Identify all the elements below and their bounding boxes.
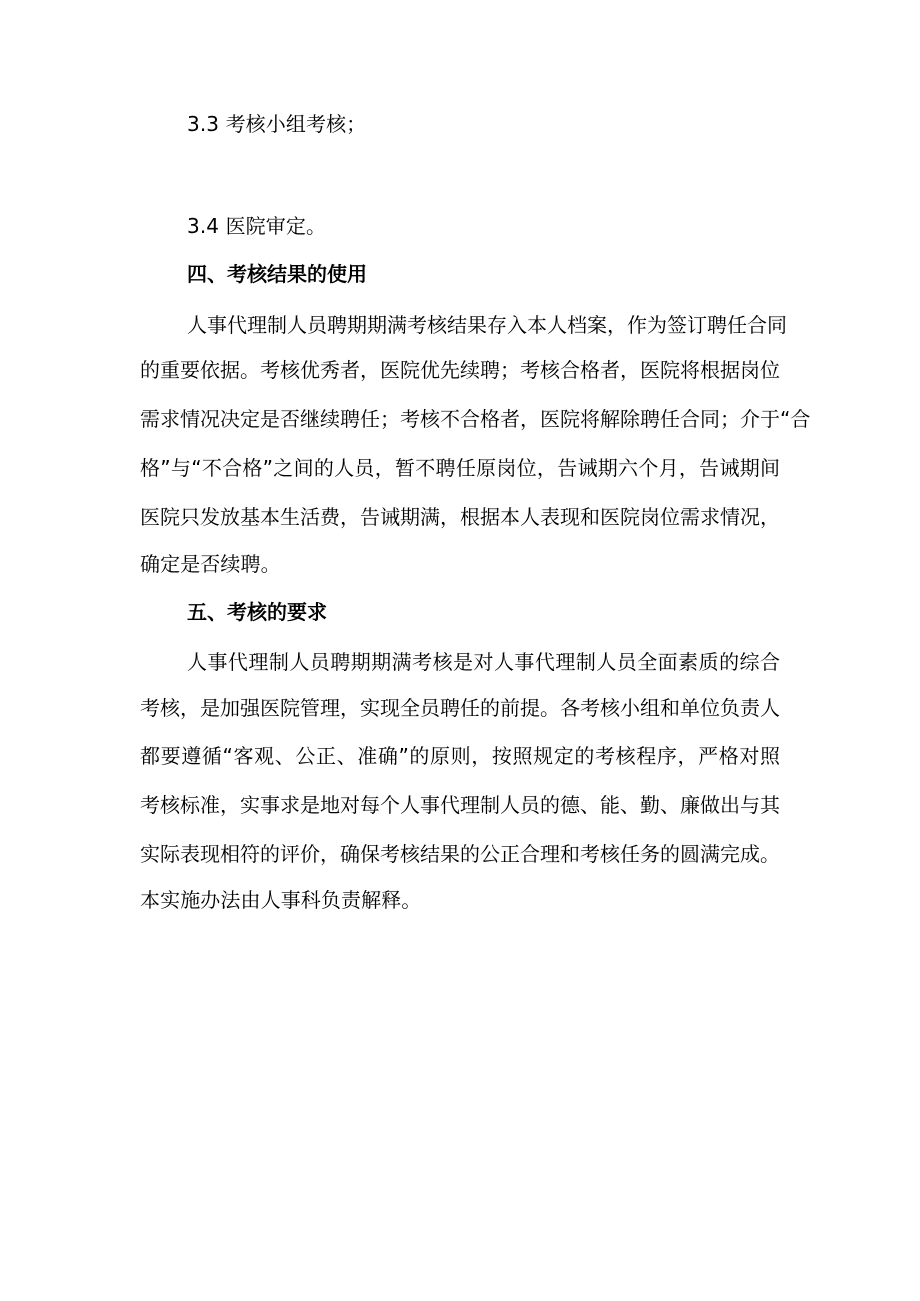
step-number: 3.3 bbox=[187, 112, 220, 136]
step-3-4 bbox=[187, 212, 326, 240]
section-5-line-1: 人事代理制人员聘期期满考核是对人事代理制人员全面素质的综合 bbox=[187, 650, 780, 674]
section-5-heading: 五、考核的要求 bbox=[187, 600, 327, 624]
step-text: 考核小组考核； bbox=[225, 112, 367, 136]
section-5-line-2: 考核，是加强医院管理，实现全员聘任的前提。各考核小组和单位负责人 bbox=[140, 696, 780, 720]
section-5-line-3: 都要遵循“客观、公正、准确”的原则，按照规定的考核程序，严格对照 bbox=[140, 744, 780, 768]
section-4-line-5: 医院只发放基本生活费，告诫期满，根据本人表现和医院岗位需求情况， bbox=[140, 505, 780, 529]
section-4-line-1: 人事代理制人员聘期期满考核结果存入本人档案，作为签订聘任合同 bbox=[187, 313, 787, 337]
section-4-line-2: 的重要依据。考核优秀者，医院优先续聘；考核合格者，医院将根据岗位 bbox=[140, 358, 780, 382]
section-5-line-5: 实际表现相符的评价，确保考核结果的公正合理和考核任务的圆满完成。 bbox=[140, 842, 780, 866]
section-4-heading: 四、考核结果的使用 bbox=[187, 262, 367, 286]
section-4-line-4: 格”与“不合格”之间的人员，暂不聘任原岗位，告诫期六个月，告诫期间 bbox=[140, 456, 780, 480]
step-3-3 bbox=[187, 110, 366, 138]
section-4-line-3: 需求情况决定是否继续聘任；考核不合格者，医院将解除聘任合同；介于“合 bbox=[140, 407, 811, 431]
section-5-line-6: 本实施办法由人事科负责解释。 bbox=[140, 888, 422, 912]
section-4-line-6: 确定是否续聘。 bbox=[140, 552, 281, 576]
step-text: 医院审定。 bbox=[225, 214, 327, 238]
step-number: 3.4 bbox=[187, 214, 220, 238]
section-5-line-4: 考核标准，实事求是地对每个人事代理制人员的德、能、勤、廉做出与其 bbox=[140, 793, 780, 817]
